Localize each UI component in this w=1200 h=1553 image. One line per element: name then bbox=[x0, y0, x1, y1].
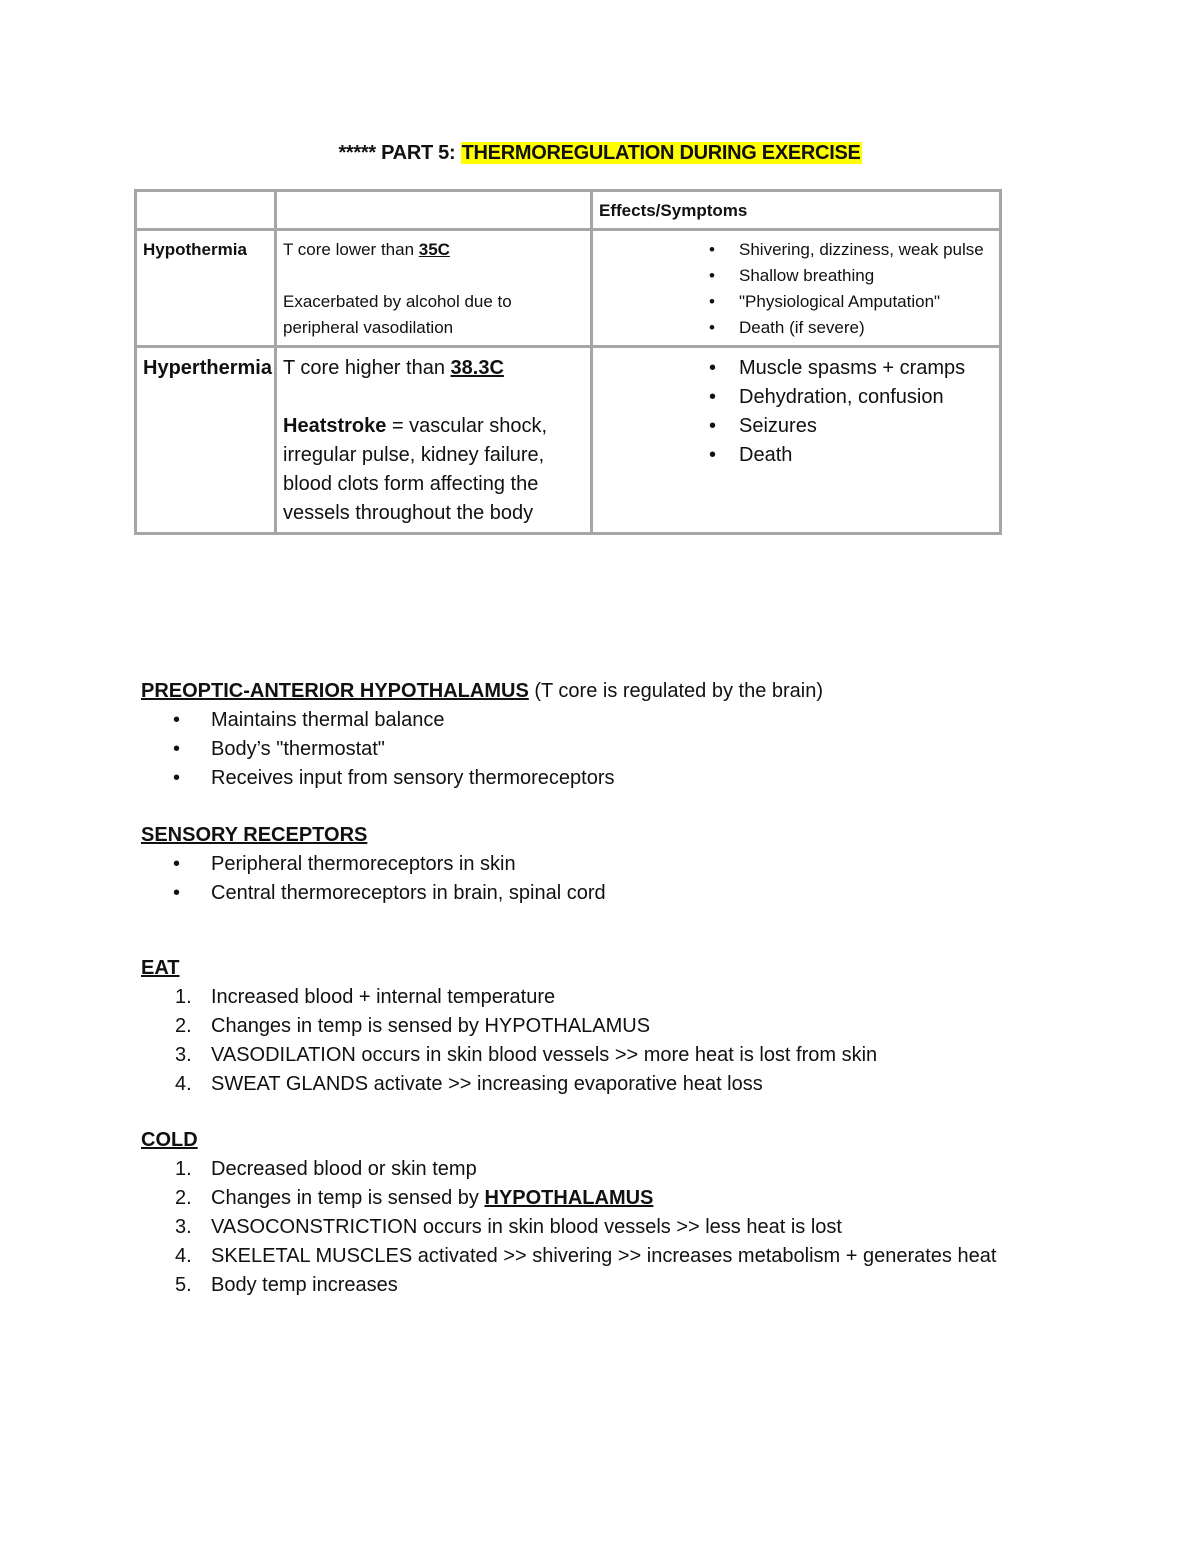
list-item: • Dehydration, confusion bbox=[599, 383, 993, 412]
list-item: 3. VASODILATION occurs in skin blood vessels >> more heat is lost from skin bbox=[175, 1044, 878, 1066]
hypothermia-def-prefix: T core lower than bbox=[283, 240, 419, 259]
list-item: • Death bbox=[599, 441, 993, 470]
list-item: • Death (if severe) bbox=[599, 315, 993, 341]
header-cell-effects: Effects/Symptoms bbox=[592, 191, 1001, 230]
list-item: 5. Body temp increases bbox=[175, 1274, 398, 1296]
hyperthermia-symptoms bbox=[592, 347, 1001, 534]
cold-heading-text: COLD bbox=[141, 1129, 198, 1151]
poah-section bbox=[141, 677, 823, 793]
cold-heading bbox=[141, 1126, 996, 1155]
poah-heading bbox=[141, 677, 823, 706]
thermo-table bbox=[134, 189, 1002, 535]
list-item: • Body’s "thermostat" bbox=[141, 735, 823, 764]
list-item: 1. Increased blood + internal temperature bbox=[175, 986, 556, 1008]
list-item: • Shallow breathing bbox=[599, 263, 993, 289]
list-item: • Maintains thermal balance bbox=[141, 706, 823, 735]
list-item: • Central thermoreceptors in brain, spinal cord bbox=[141, 879, 606, 908]
heat-heading-text: EAT bbox=[141, 957, 180, 979]
page-title bbox=[0, 142, 1200, 165]
table-header-row bbox=[136, 191, 1001, 230]
heat-section bbox=[141, 954, 877, 1099]
list-item: 4. SKELETAL MUSCLES activated >> shivering >> increases metabolism + generates heat bbox=[175, 1245, 997, 1267]
heatstroke-text: = vascular shock, irregular pulse, kidney failure, blood clots form affecting the vessels throughout the body bbox=[283, 415, 548, 524]
hypothermia-note: Exacerbated by alcohol due to peripheral vasodilation bbox=[283, 292, 512, 337]
title-prefix: ***** PART 5: bbox=[338, 142, 461, 164]
table-row-hypothermia bbox=[136, 230, 1001, 347]
list-item: • Shivering, dizziness, weak pulse bbox=[599, 237, 993, 263]
list-item: 2. Changes in temp is sensed by HYPOTHALAMUS bbox=[175, 1187, 654, 1209]
poah-heading-suffix: (T core is regulated by the brain) bbox=[528, 680, 824, 702]
sensory-section bbox=[141, 821, 606, 908]
header-cell-2 bbox=[276, 191, 592, 230]
list-item: • Seizures bbox=[599, 412, 993, 441]
list-item: 4. SWEAT GLANDS activate >> increasing evaporative heat loss bbox=[175, 1073, 763, 1095]
table-row-hyperthermia bbox=[136, 347, 1001, 534]
list-item: • Muscle spasms + cramps bbox=[599, 354, 993, 383]
list-item: 2. Changes in temp is sensed by HYPOTHALAMUS bbox=[175, 1015, 651, 1037]
hypothermia-symptoms bbox=[592, 230, 1001, 347]
heat-heading bbox=[141, 954, 877, 983]
hyperthermia-def-prefix: T core higher than bbox=[283, 357, 451, 379]
hypothermia-threshold: 35C bbox=[418, 240, 450, 259]
hyperthermia-threshold: 38.3C bbox=[450, 357, 504, 379]
hypothermia-definition bbox=[276, 230, 592, 347]
poah-heading-text: PREOPTIC-ANTERIOR HYPOTHALAMUS bbox=[141, 680, 529, 702]
hyperthermia-definition bbox=[276, 347, 592, 534]
header-cell-1 bbox=[136, 191, 276, 230]
list-item: • Receives input from sensory thermoreceptors bbox=[141, 764, 823, 793]
sensory-heading bbox=[141, 821, 606, 850]
cold-section bbox=[141, 1126, 996, 1300]
sensory-heading-text: SENSORY RECEPTORS bbox=[141, 824, 368, 846]
hypothalamus-emphasis: HYPOTHALAMUS bbox=[484, 1187, 654, 1209]
heatstroke-label: Heatstroke bbox=[283, 415, 387, 437]
hyperthermia-label: Hyperthermia bbox=[136, 347, 276, 534]
list-item: • Peripheral thermoreceptors in skin bbox=[141, 850, 606, 879]
hypothermia-label: Hypothermia bbox=[136, 230, 276, 347]
list-item: 3. VASOCONSTRICTION occurs in skin blood vessels >> less heat is lost bbox=[175, 1216, 842, 1238]
title-highlight: THERMOREGULATION DURING EXERCISE bbox=[461, 142, 861, 164]
list-item: 1. Decreased blood or skin temp bbox=[175, 1158, 477, 1180]
list-item: • "Physiological Amputation" bbox=[599, 289, 993, 315]
